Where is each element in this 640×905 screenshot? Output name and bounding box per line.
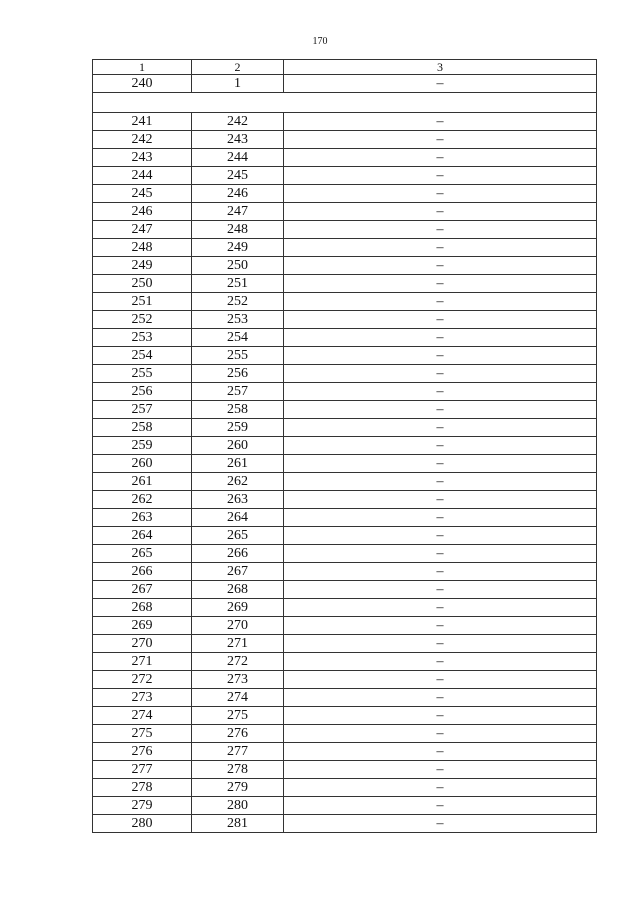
table-row [93,617,597,635]
table-cell: 245 [93,185,192,203]
table-cell: 253 [192,311,284,329]
table-row [93,689,597,707]
table-cell: – [284,581,597,599]
table-cell: – [284,473,597,491]
table-row [93,671,597,689]
table-cell: 281 [192,815,284,833]
table-cell: 262 [192,473,284,491]
table-cell: 248 [192,221,284,239]
table-cell: – [284,491,597,509]
table-cell: 259 [93,437,192,455]
table-cell: 261 [192,455,284,473]
table-cell: – [284,383,597,401]
table-cell: – [284,707,597,725]
table-cell: – [284,725,597,743]
table-cell: 277 [192,743,284,761]
table-cell: – [284,293,597,311]
table-cell: 272 [192,653,284,671]
table-cell: – [284,779,597,797]
table-cell: 246 [93,203,192,221]
table-cell: 254 [93,347,192,365]
table-cell: 280 [192,797,284,815]
table-cell: 266 [192,545,284,563]
table-row [93,203,597,221]
data-table [92,59,597,833]
table-cell: 243 [93,149,192,167]
table-row [93,599,597,617]
table-cell: 243 [192,131,284,149]
table-cell: 268 [93,599,192,617]
table-cell: 244 [192,149,284,167]
table-cell: 242 [192,113,284,131]
table-cell: – [284,347,597,365]
table-cell: – [284,365,597,383]
table-cell: 263 [93,509,192,527]
table-cell: – [284,257,597,275]
column-header-3: 3 [284,60,597,75]
table-cell: 266 [93,563,192,581]
table-row [93,761,597,779]
table-row [93,75,597,93]
table-cell: 264 [192,509,284,527]
table-row [93,653,597,671]
table-row [93,545,597,563]
table-row [93,473,597,491]
empty-separator-cell [93,93,597,113]
table-row [93,527,597,545]
table-cell: 264 [93,527,192,545]
table-row [93,491,597,509]
table-header-row [93,60,597,75]
table-cell: 273 [192,671,284,689]
table-row [93,293,597,311]
table-cell: 267 [93,581,192,599]
table-cell: 270 [93,635,192,653]
table-row [93,239,597,257]
table-cell: 255 [93,365,192,383]
table-cell: 255 [192,347,284,365]
table-cell: 252 [192,293,284,311]
table-cell: 247 [93,221,192,239]
table-cell: – [284,545,597,563]
table-cell: 277 [93,761,192,779]
table-cell: – [284,113,597,131]
column-header-1: 1 [93,60,192,75]
table-cell: 267 [192,563,284,581]
table-cell: – [284,761,597,779]
table-cell: 260 [192,437,284,455]
table-row [93,383,597,401]
table-row [93,401,597,419]
table-cell: 275 [192,707,284,725]
table-cell: – [284,653,597,671]
table-cell: – [284,797,597,815]
table-cell: 274 [192,689,284,707]
table-cell: – [284,437,597,455]
table-cell: – [284,75,597,93]
table-row [93,167,597,185]
table-cell: 278 [93,779,192,797]
table-cell: 276 [93,743,192,761]
table-cell: – [284,419,597,437]
table-row [93,185,597,203]
table-cell: 247 [192,203,284,221]
table-cell: 257 [93,401,192,419]
table-cell: 245 [192,167,284,185]
table-cell: 240 [93,75,192,93]
table-cell: 251 [93,293,192,311]
column-header-2: 2 [192,60,284,75]
table-cell: – [284,329,597,347]
table-cell: – [284,815,597,833]
table-row [93,815,597,833]
table-cell: – [284,167,597,185]
table-row [93,365,597,383]
table-cell: 257 [192,383,284,401]
table-cell: 256 [192,365,284,383]
table-cell: 279 [192,779,284,797]
table-row [93,779,597,797]
table-row [93,311,597,329]
table-cell: 278 [192,761,284,779]
table-cell: 263 [192,491,284,509]
table-cell: 269 [192,599,284,617]
table-row [93,275,597,293]
table-cell: 256 [93,383,192,401]
table-cell: – [284,617,597,635]
table-row [93,797,597,815]
table-cell: 249 [192,239,284,257]
table-cell: 241 [93,113,192,131]
table-cell: 274 [93,707,192,725]
table-row [93,509,597,527]
table-cell: 272 [93,671,192,689]
table-cell: – [284,635,597,653]
table-cell: – [284,203,597,221]
table-cell: 280 [93,815,192,833]
table-cell: 258 [192,401,284,419]
table-cell: 242 [93,131,192,149]
table-body [93,75,597,833]
table-cell: 275 [93,725,192,743]
table-row [93,221,597,239]
table-cell: 260 [93,455,192,473]
table-cell: – [284,527,597,545]
table-cell: 279 [93,797,192,815]
table-cell: – [284,689,597,707]
table-cell: – [284,671,597,689]
table-cell: – [284,311,597,329]
table-row [93,329,597,347]
table-cell: – [284,149,597,167]
table-row [93,257,597,275]
table-cell: 250 [93,275,192,293]
table-cell: – [284,275,597,293]
table-row [93,455,597,473]
table-cell: – [284,563,597,581]
table-cell: 269 [93,617,192,635]
table-cell: 268 [192,581,284,599]
table-cell: 265 [192,527,284,545]
table-cell: 244 [93,167,192,185]
table-cell: – [284,743,597,761]
table-row [93,725,597,743]
table-cell: – [284,131,597,149]
table-cell: 251 [192,275,284,293]
table-cell: 252 [93,311,192,329]
table-row [93,419,597,437]
table-row [93,437,597,455]
table-cell: – [284,599,597,617]
table-cell: 273 [93,689,192,707]
table-cell: 271 [93,653,192,671]
section-separator-row [93,93,597,113]
table-cell: 254 [192,329,284,347]
table-cell: – [284,509,597,527]
table-cell: – [284,239,597,257]
table-cell: 271 [192,635,284,653]
table-cell: 249 [93,257,192,275]
table-row [93,743,597,761]
table-cell: 270 [192,617,284,635]
table-cell: 250 [192,257,284,275]
table-cell: – [284,401,597,419]
table-cell: 1 [192,75,284,93]
table-cell: 261 [93,473,192,491]
table-cell: 248 [93,239,192,257]
table-row [93,635,597,653]
table-row [93,707,597,725]
table-row [93,347,597,365]
table-cell: 262 [93,491,192,509]
table-cell: 258 [93,419,192,437]
table-row [93,149,597,167]
table-cell: 246 [192,185,284,203]
table-cell: – [284,221,597,239]
table-cell: – [284,185,597,203]
table-cell: – [284,455,597,473]
table-cell: 265 [93,545,192,563]
table-row [93,113,597,131]
table-row [93,563,597,581]
table-cell: 253 [93,329,192,347]
table-row [93,131,597,149]
table-cell: 276 [192,725,284,743]
table-row [93,581,597,599]
table-cell: 259 [192,419,284,437]
page-number: 170 [312,36,328,47]
